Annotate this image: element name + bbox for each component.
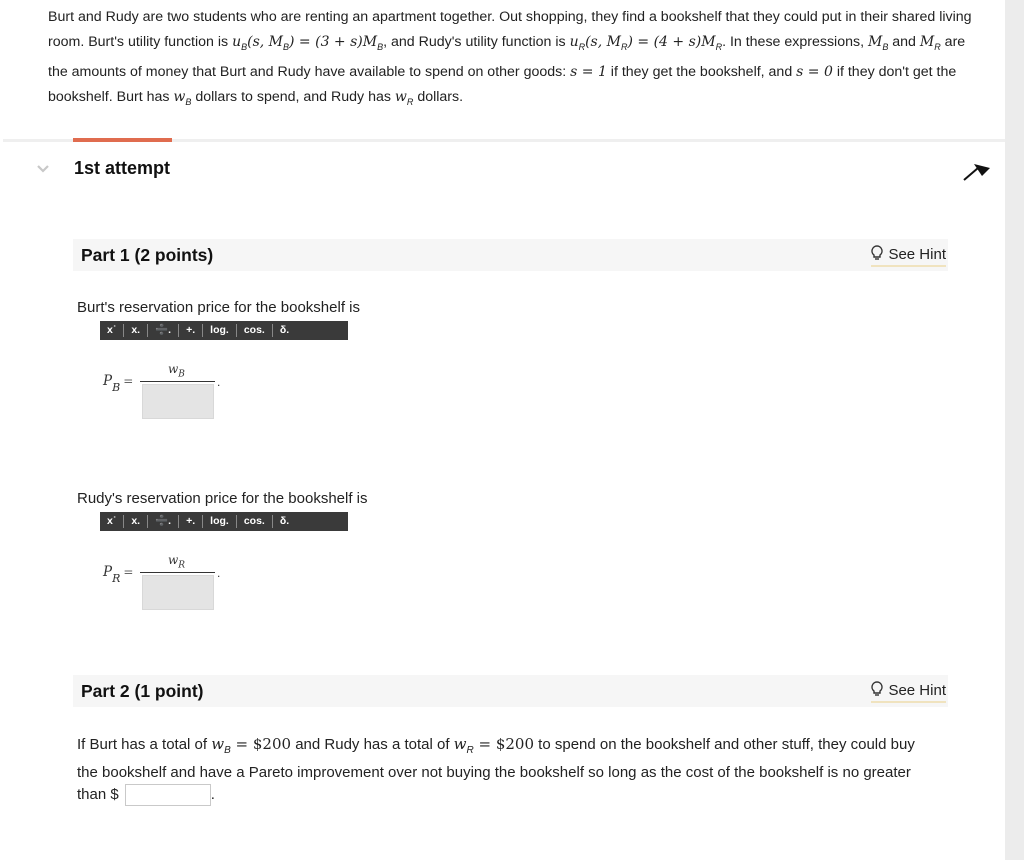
rudy-price-label: $P_R$ = bbox=[103, 564, 134, 585]
rudy-numerator: $w_R$ bbox=[168, 553, 186, 571]
rudy-denominator-input[interactable] bbox=[142, 575, 214, 610]
part2-header bbox=[73, 675, 948, 707]
burt-numerator: $w_B$ bbox=[168, 362, 185, 380]
part2-question: If Burt has a total of $w_B$ = $200 and Rudy has a total of $w_R$ = $200 to spend on the bookshelf and other stuff, they could buy the bookshelf and have a Pareto improvement over not buying the bookshelf so long as the cost of the bookshelf is no greater than $ . bbox=[77, 733, 937, 806]
operators-button[interactable]: +. bbox=[179, 515, 203, 528]
part2-see-hint-link[interactable]: See Hint bbox=[871, 681, 946, 703]
lightbulb-icon bbox=[871, 681, 883, 697]
operators-button[interactable]: +. bbox=[179, 324, 203, 337]
superscript-button[interactable]: x˙ bbox=[100, 515, 124, 528]
log-button[interactable]: log. bbox=[203, 515, 237, 528]
scroll-gutter[interactable] bbox=[1005, 0, 1024, 860]
part1-header bbox=[73, 239, 948, 271]
attempt-tab-indicator bbox=[73, 138, 172, 142]
log-button[interactable]: log. bbox=[203, 324, 237, 337]
max-cost-input[interactable] bbox=[125, 784, 211, 806]
pin-icon[interactable] bbox=[960, 156, 994, 184]
trig-button[interactable]: cos. bbox=[237, 324, 273, 337]
subscript-button[interactable]: x. bbox=[124, 324, 148, 337]
math-toolbar-2 bbox=[100, 512, 348, 531]
fraction-bar bbox=[140, 381, 215, 382]
fraction-button[interactable]: ➗. bbox=[148, 324, 179, 337]
fraction-button[interactable]: ➗. bbox=[148, 515, 179, 528]
attempt-title[interactable]: 1st attempt bbox=[74, 158, 171, 178]
period: . bbox=[217, 566, 221, 580]
chevron-down-icon[interactable] bbox=[36, 161, 50, 178]
rudy-price-prompt: Rudy's reservation price for the bookshelf is bbox=[77, 490, 368, 507]
burt-denominator-input[interactable] bbox=[142, 384, 214, 419]
part1-see-hint-link[interactable]: See Hint bbox=[871, 245, 946, 267]
subscript-button[interactable]: x. bbox=[124, 515, 148, 528]
burt-price-prompt: Burt's reservation price for the bookshelf is bbox=[77, 299, 360, 316]
greek-button[interactable]: δ. bbox=[279, 515, 290, 527]
period: . bbox=[217, 375, 221, 389]
trig-button[interactable]: cos. bbox=[237, 515, 273, 528]
problem-statement: Burt and Rudy are two students who are renting an apartment together. Out shopping, they find a bookshelf that they could put in their shared living room. Burt's utility function is $u_B(s$, $M_B) = (3 + s)M_B$, and Rudy's utility function is $u_R(s$, $M_R) = (4 + s)M_R$. In these expressions, $M_B$ and $M_R$ are the amounts of money that Burt and Rudy have available to spend on other goods: s = 1 if they get the bookshelf, and s = 0 if they don't get the bookshelf. Burt has $w_B$ dollars to spend, and Rudy has $w_R$ dollars. bbox=[48, 9, 972, 107]
greek-button[interactable]: δ. bbox=[279, 324, 290, 336]
fraction-bar bbox=[140, 572, 215, 573]
burt-price-label: $P_B$ = bbox=[103, 373, 134, 394]
lightbulb-icon bbox=[871, 245, 883, 261]
part2-title: Part 2 (1 point) bbox=[81, 681, 204, 701]
part1-title: Part 1 (2 points) bbox=[81, 245, 214, 265]
math-toolbar-1 bbox=[100, 321, 348, 340]
superscript-button[interactable]: x˙ bbox=[100, 324, 124, 337]
